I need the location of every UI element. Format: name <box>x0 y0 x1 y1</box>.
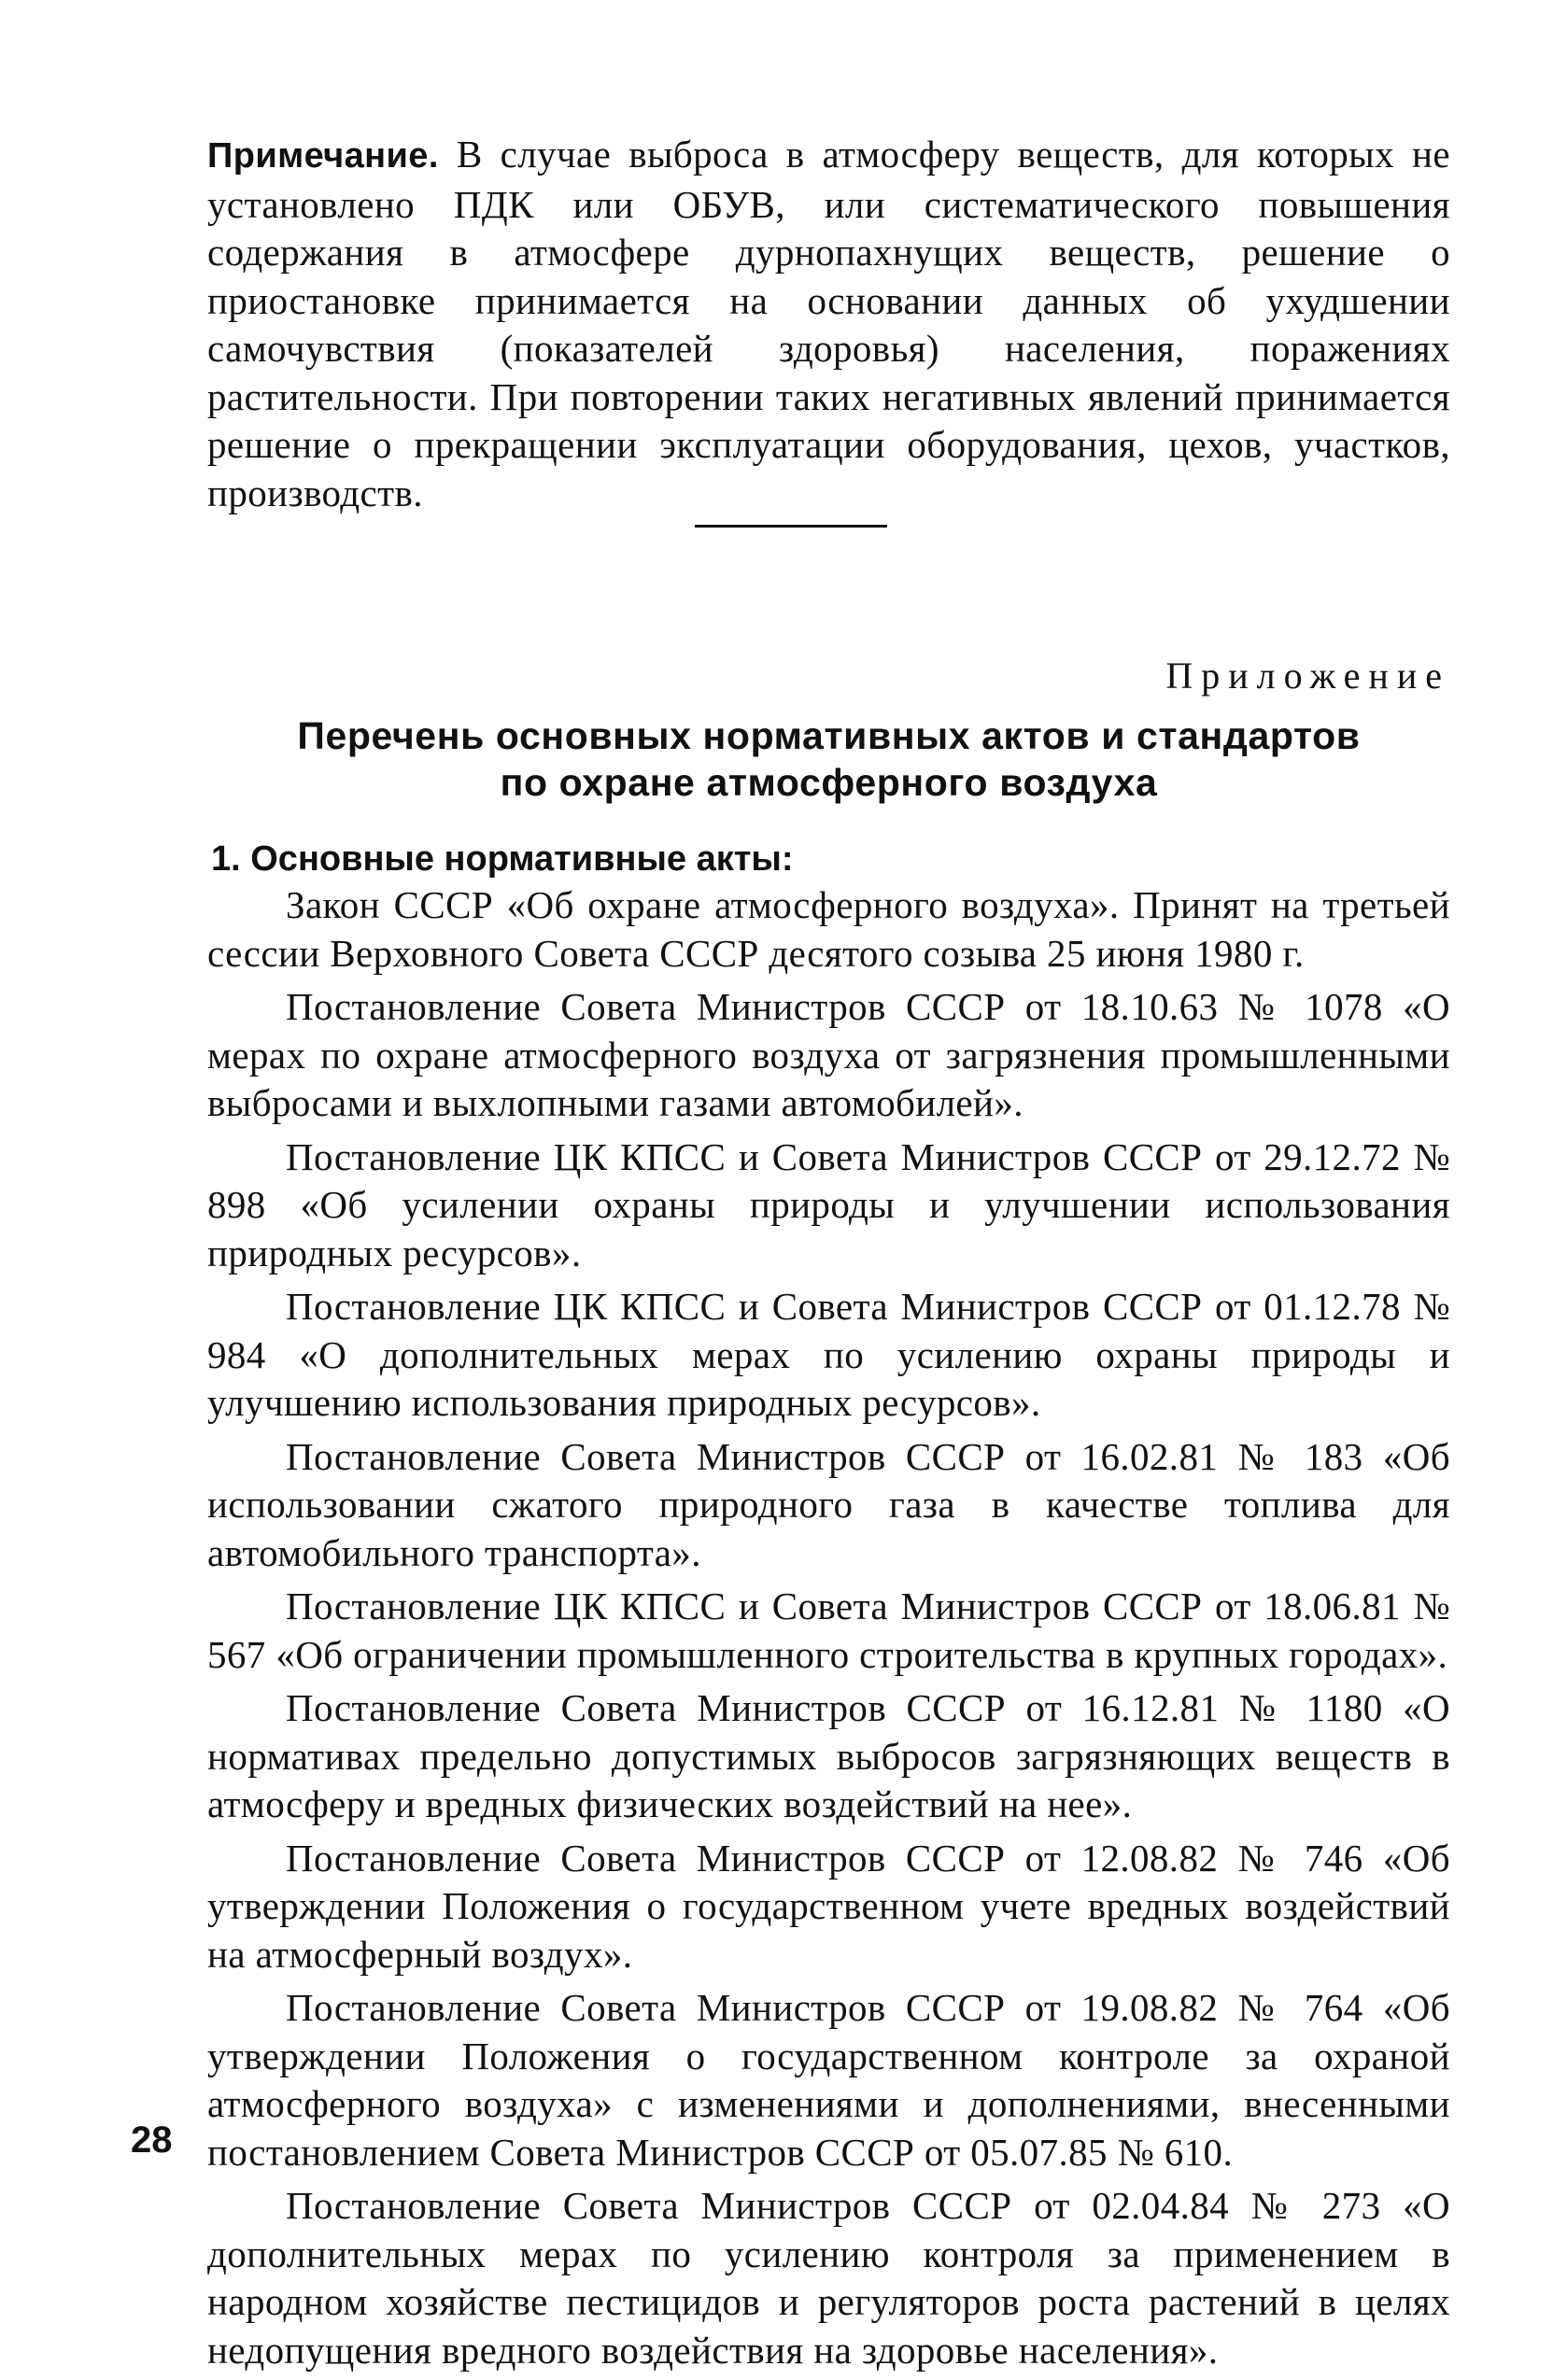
act-item <box>207 1684 1450 1829</box>
act-item <box>207 1134 1450 1278</box>
page-number: 28 <box>131 2119 173 2161</box>
act-text: Постановление Совета Министров СССР от 16.02.81 № 183 «Об использовании сжатого природного газа в качестве топлива для автомобильного транспорта». <box>207 1434 1450 1574</box>
separator-rule <box>695 525 887 528</box>
acts-list <box>207 881 1450 2380</box>
act-item <box>207 1835 1450 1979</box>
act-item <box>207 1283 1450 1428</box>
act-item <box>207 2182 1450 2374</box>
act-item <box>207 1433 1450 1578</box>
act-item <box>207 881 1450 978</box>
appendix-title-line-1: Перечень основных нормативных актов и стандартов <box>297 714 1361 757</box>
act-text: Закон СССР «Об охране атмосферного воздуха». Принят на третьей сессии Верховного Совета СССР десятого созыва 25 июня 1980 г. <box>207 883 1450 975</box>
act-text: Постановление ЦК КПСС и Совета Министров СССР от 29.12.72 № 898 «Об усилении охраны природы и улучшении использования природных ресурсов». <box>207 1134 1450 1274</box>
act-item <box>207 1583 1450 1679</box>
act-item <box>207 1984 1450 2176</box>
note-text: В случае выброса в атмосферу веществ, для которых не установлено ПДК или ОБУВ, или систематического повышения содержания в атмосфере дурнопахнущих веществ, решение о приостановке принимается на основании данных об ухудшении самочувствия (показателей здоровья) населения, поражениях растительности. При повторении таких негативных явлений принимается решение о прекращении эксплуатации оборудования, цехов, участков, производств. <box>207 133 1450 514</box>
note-label: Примечание. <box>207 136 439 176</box>
appendix-title-line-2: по охране атмосферного воздуха <box>500 761 1158 804</box>
section-heading: 1. Основные нормативные акты: <box>211 839 794 879</box>
act-text: Постановление Совета Министров СССР от 18.10.63 № 1078 «О мерах по охране атмосферного воздуха от загрязнения промышленными выбросами и выхлопными газами автомобилей». <box>207 985 1450 1124</box>
appendix-title <box>207 712 1450 806</box>
act-text: Постановление Совета Министров СССР от 16.12.81 № 1180 «О нормативах предельно допустимых выбросов загрязняющих веществ в атмосферу и вредных физических воздействий на нее». <box>207 1686 1450 1825</box>
act-text: Постановление Совета Министров СССР от 19.08.82 № 764 «Об утверждении Положения о государственном контроле за охраной атмосферного воздуха» с изменениями и дополнениями, внесенными постановлением Совета Министров СССР от 05.07.85 № 610. <box>207 1986 1450 2174</box>
act-text: Постановление Совета Министров СССР от 02.04.84 № 273 «О дополнительных мерах по усилению контроля за применением в народном хозяйстве пестицидов и регуляторов роста растений в целях недопущения вредного воздействия на здоровье населения». <box>207 2184 1450 2372</box>
act-text: Постановление ЦК КПСС и Совета Министров СССР от 01.12.78 № 984 «О дополнительных мерах по усилению охраны природы и улучшению использования природных ресурсов». <box>207 1285 1450 1424</box>
appendix-label: Приложение <box>1165 655 1450 697</box>
act-text: Постановление ЦК КПСС и Совета Министров СССР от 18.06.81 № 567 «Об ограничении промышленного строительства в крупных городах». <box>207 1584 1450 1676</box>
note-block <box>207 131 1450 517</box>
act-item <box>207 983 1450 1128</box>
act-text: Постановление Совета Министров СССР от 12.08.82 № 746 «Об утверждении Положения о государственном учете вредных воздействий на атмосферный воздух». <box>207 1836 1450 1976</box>
